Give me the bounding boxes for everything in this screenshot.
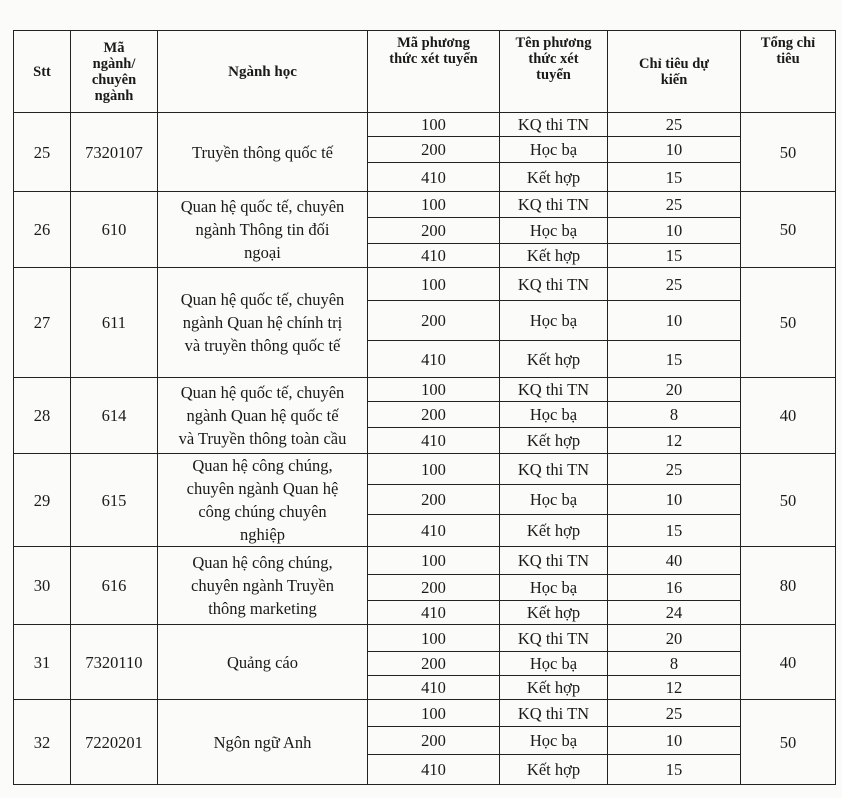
table-row	[14, 378, 836, 402]
method-quota-cell: 16	[608, 575, 741, 601]
major-name-line: chuyên ngành Truyền	[191, 576, 334, 595]
header-line: tuyển	[536, 67, 571, 83]
method-code-cell: 100	[368, 113, 500, 137]
method-name-cell: KQ thi TN	[500, 113, 608, 137]
method-quota-cell: 15	[608, 755, 741, 785]
table-row	[14, 625, 836, 652]
header-line: ngành/	[92, 55, 136, 72]
header-quota	[608, 31, 741, 113]
method-code-cell: 410	[368, 755, 500, 785]
method-quota-cell: 15	[608, 244, 741, 268]
major-name-cell	[158, 547, 368, 625]
major-code-cell: 615	[71, 454, 158, 547]
header-line: Chỉ tiêu dự	[639, 55, 709, 72]
method-name-cell: KQ thi TN	[500, 625, 608, 652]
header-line: chuyên	[91, 71, 137, 88]
total-quota-cell: 80	[741, 547, 836, 625]
method-quota-cell: 15	[608, 514, 741, 546]
header-method-code	[368, 31, 500, 113]
major-name-cell	[158, 625, 368, 700]
major-code-cell: 7220201	[71, 700, 158, 785]
table-row	[14, 192, 836, 218]
method-code-cell: 100	[368, 547, 500, 575]
method-code-cell: 100	[368, 192, 500, 218]
header-line: Tổng chỉ	[760, 35, 816, 51]
total-quota-cell: 40	[741, 625, 836, 700]
header-line: thức xét	[528, 51, 579, 67]
header-line: Mã phương	[397, 35, 470, 51]
method-code-cell: 410	[368, 601, 500, 625]
major-name-line: ngành Quan hệ quốc tế	[186, 406, 339, 425]
stt-cell: 31	[14, 625, 71, 700]
stt-cell: 30	[14, 547, 71, 625]
major-name-line: Quan hệ quốc tế, chuyên	[180, 290, 345, 309]
method-code-cell: 200	[368, 727, 500, 755]
method-quota-cell: 20	[608, 378, 741, 402]
table-row	[14, 268, 836, 301]
method-quota-cell: 25	[608, 113, 741, 137]
header-line: tiêu	[776, 51, 800, 67]
method-code-cell: 410	[368, 341, 500, 378]
major-name-cell	[158, 268, 368, 378]
method-quota-cell: 8	[608, 402, 741, 428]
major-name-line: Quảng cáo	[226, 652, 298, 672]
major-name-line: ngành Thông tin đối	[195, 220, 330, 239]
method-code-cell: 200	[368, 652, 500, 676]
table-row	[14, 454, 836, 485]
method-quota-cell: 10	[608, 485, 741, 515]
major-code-cell: 7320110	[71, 625, 158, 700]
major-code-cell: 616	[71, 547, 158, 625]
major-name-line: Quan hệ quốc tế, chuyên	[180, 383, 345, 402]
header-row	[14, 31, 836, 113]
method-name-cell: KQ thi TN	[500, 192, 608, 218]
method-code-cell: 100	[368, 625, 500, 652]
method-name-cell: Kết hợp	[500, 676, 608, 700]
method-name-cell: Học bạ	[500, 485, 608, 515]
major-name-line: và Truyền thông toàn cầu	[178, 429, 347, 448]
method-quota-cell: 24	[608, 601, 741, 625]
header-line: thức xét tuyển	[389, 51, 478, 67]
method-code-cell: 100	[368, 378, 500, 402]
method-name-cell: Học bạ	[500, 301, 608, 341]
table-row	[14, 700, 836, 727]
major-name-line: Quan hệ công chúng,	[192, 456, 333, 475]
method-code-cell: 200	[368, 218, 500, 244]
method-name-cell: Học bạ	[500, 575, 608, 601]
header-code	[71, 31, 158, 113]
total-quota-cell: 50	[741, 192, 836, 268]
method-quota-cell: 10	[608, 301, 741, 341]
method-quota-cell: 15	[608, 341, 741, 378]
table-row	[14, 113, 836, 137]
major-name-line: thông marketing	[208, 599, 317, 618]
method-name-cell: Kết hợp	[500, 244, 608, 268]
stt-cell: 26	[14, 192, 71, 268]
method-name-cell: KQ thi TN	[500, 268, 608, 301]
major-name-line: Quan hệ quốc tế, chuyên	[180, 197, 345, 216]
major-name-line: nghiệp	[240, 525, 285, 544]
method-name-cell: Kết hợp	[500, 514, 608, 546]
header-line: ngành	[94, 87, 134, 104]
major-code-cell: 614	[71, 378, 158, 454]
major-code-cell: 7320107	[71, 113, 158, 192]
stt-cell: 29	[14, 454, 71, 547]
method-name-cell: KQ thi TN	[500, 378, 608, 402]
method-name-cell: Kết hợp	[500, 755, 608, 785]
major-name-cell	[158, 700, 368, 785]
method-code-cell: 410	[368, 244, 500, 268]
method-quota-cell: 10	[608, 218, 741, 244]
method-code-cell: 200	[368, 402, 500, 428]
major-name-line: ngoại	[244, 243, 281, 262]
header-line: Mã	[103, 39, 125, 56]
major-name-cell	[158, 378, 368, 454]
method-code-cell: 410	[368, 514, 500, 546]
method-name-cell: Học bạ	[500, 652, 608, 676]
admissions-quota-table	[13, 30, 836, 785]
method-name-cell: KQ thi TN	[500, 700, 608, 727]
header-major: Ngành học	[158, 31, 368, 113]
method-name-cell: Học bạ	[500, 402, 608, 428]
stt-cell: 25	[14, 113, 71, 192]
method-name-cell: KQ thi TN	[500, 547, 608, 575]
method-code-cell: 410	[368, 676, 500, 700]
method-quota-cell: 25	[608, 268, 741, 301]
header-stt: Stt	[14, 31, 71, 113]
method-quota-cell: 25	[608, 700, 741, 727]
stt-cell: 32	[14, 700, 71, 785]
method-code-cell: 200	[368, 575, 500, 601]
header-line: Tên phương	[515, 35, 592, 51]
major-name-line: Ngôn ngữ Anh	[213, 732, 312, 752]
major-name-line: và truyền thông quốc tế	[184, 336, 341, 355]
method-code-cell: 200	[368, 137, 500, 163]
method-code-cell: 200	[368, 301, 500, 341]
method-name-cell: KQ thi TN	[500, 454, 608, 485]
method-name-cell: Học bạ	[500, 727, 608, 755]
major-name-cell	[158, 454, 368, 547]
total-quota-cell: 50	[741, 113, 836, 192]
method-code-cell: 100	[368, 454, 500, 485]
method-quota-cell: 12	[608, 676, 741, 700]
method-quota-cell: 20	[608, 625, 741, 652]
major-name-line: công chúng chuyên	[198, 502, 327, 521]
header-total	[741, 31, 836, 113]
major-name-line: Truyền thông quốc tế	[191, 142, 333, 162]
major-name-cell	[158, 192, 368, 268]
method-quota-cell: 12	[608, 428, 741, 454]
stt-cell: 28	[14, 378, 71, 454]
major-code-cell: 610	[71, 192, 158, 268]
method-code-cell: 200	[368, 485, 500, 515]
major-code-cell: 611	[71, 268, 158, 378]
method-quota-cell: 40	[608, 547, 741, 575]
method-code-cell: 410	[368, 163, 500, 192]
total-quota-cell: 50	[741, 268, 836, 378]
method-code-cell: 410	[368, 428, 500, 454]
method-name-cell: Học bạ	[500, 218, 608, 244]
total-quota-cell: 50	[741, 700, 836, 785]
method-name-cell: Kết hợp	[500, 601, 608, 625]
method-name-cell: Kết hợp	[500, 428, 608, 454]
method-quota-cell: 10	[608, 727, 741, 755]
major-name-line: Quan hệ công chúng,	[192, 553, 333, 572]
header-line: kiến	[660, 71, 688, 88]
total-quota-cell: 50	[741, 454, 836, 547]
header-method-name	[500, 31, 608, 113]
method-quota-cell: 25	[608, 192, 741, 218]
method-name-cell: Học bạ	[500, 137, 608, 163]
method-name-cell: Kết hợp	[500, 163, 608, 192]
total-quota-cell: 40	[741, 378, 836, 454]
major-name-line: ngành Quan hệ chính trị	[182, 313, 343, 332]
method-code-cell: 100	[368, 700, 500, 727]
stt-cell: 27	[14, 268, 71, 378]
table-row	[14, 547, 836, 575]
method-quota-cell: 8	[608, 652, 741, 676]
method-name-cell: Kết hợp	[500, 341, 608, 378]
major-name-line: chuyên ngành Quan hệ	[186, 479, 339, 498]
method-quota-cell: 15	[608, 163, 741, 192]
method-quota-cell: 10	[608, 137, 741, 163]
major-name-cell	[158, 113, 368, 192]
method-quota-cell: 25	[608, 454, 741, 485]
method-code-cell: 100	[368, 268, 500, 301]
